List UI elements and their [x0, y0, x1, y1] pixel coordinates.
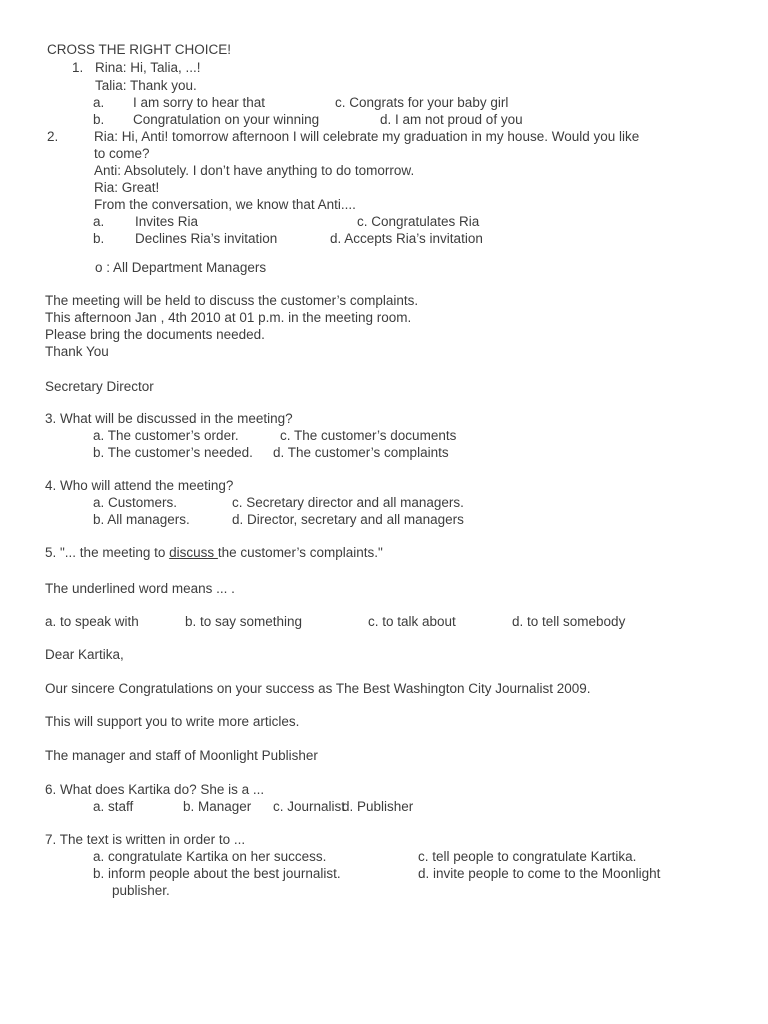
text-part: b. The customer’s needed.	[93, 445, 253, 460]
text-span	[93, 231, 104, 247]
text-span	[94, 146, 150, 162]
text-span	[45, 614, 139, 630]
text-part: Our sincere Congratulations on your success as The Best Washington City Journalist 2009.	[45, 681, 591, 696]
text-part: d. The customer’s complaints	[273, 445, 449, 460]
text-span	[418, 866, 660, 882]
memo-to	[0, 260, 768, 277]
letter-salutation	[0, 647, 768, 664]
text-span	[135, 231, 277, 247]
text-part: Rina: Hi, Talia, ...!	[95, 60, 201, 75]
text-part: Dear Kartika,	[45, 647, 124, 662]
text-span	[47, 42, 231, 58]
memo-signature	[0, 379, 768, 396]
text-part: b. inform people about the best journalist.	[93, 866, 341, 881]
text-part: The underlined word means ... .	[45, 581, 235, 596]
text-span	[45, 310, 411, 326]
text-span	[45, 748, 318, 764]
text-part: Anti: Absolutely. I don’t have anything to do tomorrow.	[94, 163, 415, 178]
text-part: 4. Who will attend the meeting?	[45, 478, 234, 493]
text-part: 7. The text is written in order to ...	[45, 832, 246, 847]
text-part: b.	[93, 231, 105, 246]
q2-dialog-ria-3	[0, 180, 768, 197]
q5-prompt	[0, 581, 768, 598]
text-span	[93, 849, 326, 865]
text-part: 5. "... the meeting to	[45, 545, 170, 560]
text-part: Talia: Thank you.	[95, 78, 197, 93]
text-span	[342, 799, 413, 815]
text-span	[94, 163, 414, 179]
q7-option-b-cont	[0, 883, 768, 900]
text-part: d. invite people to come to the Moonlight	[418, 866, 661, 881]
text-part: 6. What does Kartika do? She is a ...	[45, 782, 265, 797]
text-part: o : All Department Managers	[95, 260, 267, 275]
text-part: This will support you to write more articles.	[45, 714, 300, 729]
text-span	[45, 545, 383, 561]
text-span	[93, 799, 133, 815]
text-span	[93, 445, 253, 461]
text-part: c. Congrats for your baby girl	[335, 95, 509, 110]
text-part: to come?	[94, 146, 150, 161]
q2-dialog-ria-1	[0, 129, 768, 146]
text-part: d. I am not proud of you	[380, 112, 523, 127]
text-span	[95, 260, 266, 276]
text-part: a. staff	[93, 799, 134, 814]
text-span	[93, 95, 104, 111]
text-part: b. All managers.	[93, 512, 190, 527]
text-span	[93, 428, 239, 444]
text-part: Invites Ria	[135, 214, 199, 229]
text-span	[273, 445, 449, 461]
text-part: d. Publisher	[342, 799, 414, 814]
text-span	[45, 681, 591, 697]
text-span	[93, 512, 190, 528]
text-part: a. congratulate Kartika on her success.	[93, 849, 327, 864]
text-part: c. Secretary director and all managers.	[232, 495, 464, 510]
text-span	[94, 197, 356, 213]
text-span	[45, 832, 245, 848]
text-part: a. The customer’s order.	[93, 428, 239, 443]
text-part: The meeting will be held to discuss the customer’s complaints.	[45, 293, 419, 308]
text-part: a.	[93, 95, 105, 110]
text-span	[335, 95, 508, 111]
text-part: b. Manager	[183, 799, 252, 814]
text-part: 2.	[47, 129, 59, 144]
q5-options	[0, 614, 768, 631]
text-span	[133, 112, 319, 128]
text-span	[418, 849, 636, 865]
q3-options-bd	[0, 445, 768, 462]
text-span	[94, 129, 639, 145]
text-span	[133, 95, 265, 111]
text-span	[47, 129, 58, 145]
text-part: c. Journalist	[273, 799, 346, 814]
text-part: d. Director, secretary and all managers	[232, 512, 464, 527]
text-part: 1.	[72, 60, 84, 75]
letter-body-1	[0, 681, 768, 698]
text-part: Congratulation on your winning	[133, 112, 320, 127]
text-span	[183, 799, 251, 815]
q5-stem	[0, 545, 768, 562]
letter-body-2	[0, 714, 768, 731]
q6-stem	[0, 782, 768, 799]
text-part: a.	[93, 214, 105, 229]
text-span	[72, 60, 83, 76]
text-part: Thank You	[45, 344, 109, 359]
text-part: This afternoon Jan , 4th 2010 at 01 p.m. in the meeting room.	[45, 310, 412, 325]
q4-stem	[0, 478, 768, 495]
q3-stem	[0, 411, 768, 428]
memo-thanks	[0, 344, 768, 361]
text-span	[94, 180, 159, 196]
text-part: a. Customers.	[93, 495, 178, 510]
text-part: From the conversation, we know that Anti....	[94, 197, 356, 212]
text-part: Ria: Hi, Anti! tomorrow afternoon I will celebrate my graduation in my house. Would you like	[94, 129, 640, 144]
text-part: I am sorry to hear that	[133, 95, 266, 110]
q1-options-ac	[0, 95, 768, 112]
q1-dialog-talia	[0, 78, 768, 95]
text-part: d. Accepts Ria’s invitation	[330, 231, 483, 246]
text-span	[273, 799, 345, 815]
text-part: CROSS THE RIGHT CHOICE!	[47, 42, 232, 57]
q2-dialog-ria-2	[0, 146, 768, 163]
underlined-word: discuss	[169, 545, 218, 560]
text-part: The manager and staff of Moonlight Publisher	[45, 748, 318, 763]
text-span	[380, 112, 523, 128]
text-part: Declines Ria’s invitation	[135, 231, 278, 246]
text-span	[232, 512, 464, 528]
letter-sender	[0, 748, 768, 765]
text-span	[45, 647, 124, 663]
text-part: Please bring the documents needed.	[45, 327, 265, 342]
text-span	[93, 866, 341, 882]
text-part: b.	[93, 112, 105, 127]
text-part: c. Congratulates Ria	[357, 214, 480, 229]
text-part: Ria: Great!	[94, 180, 160, 195]
q7-stem	[0, 832, 768, 849]
text-span	[45, 379, 154, 395]
text-part: the customer’s complaints."	[217, 545, 383, 560]
text-part: a. to speak with	[45, 614, 139, 629]
text-span	[368, 614, 456, 630]
q4-options-bd	[0, 512, 768, 529]
memo-body-3	[0, 327, 768, 344]
text-span	[512, 614, 625, 630]
q7-options-ac	[0, 849, 768, 866]
q6-options	[0, 799, 768, 816]
text-part: d. to tell somebody	[512, 614, 626, 629]
text-part: Secretary Director	[45, 379, 154, 394]
text-span	[45, 714, 299, 730]
text-span	[93, 112, 104, 128]
text-span	[135, 214, 198, 230]
q3-options-ac	[0, 428, 768, 445]
text-span	[185, 614, 302, 630]
text-span	[280, 428, 456, 444]
q2-options-bd	[0, 231, 768, 248]
q1-dialog-rina	[0, 60, 768, 77]
text-part: c. tell people to congratulate Kartika.	[418, 849, 637, 864]
q7-options-bd	[0, 866, 768, 883]
title	[0, 42, 768, 59]
text-span	[112, 883, 170, 899]
text-part: c. to talk about	[368, 614, 456, 629]
text-span	[357, 214, 479, 230]
q2-dialog-anti	[0, 163, 768, 180]
text-part: publisher.	[112, 883, 170, 898]
q4-options-ac	[0, 495, 768, 512]
text-span	[45, 478, 233, 494]
q1-options-bd	[0, 112, 768, 129]
text-span	[45, 411, 293, 427]
text-span	[232, 495, 464, 511]
text-span	[93, 495, 177, 511]
memo-body-1	[0, 293, 768, 310]
text-part: b. to say something	[185, 614, 303, 629]
text-span	[95, 60, 201, 76]
text-span	[45, 782, 264, 798]
text-span	[45, 327, 265, 343]
text-part: 3. What will be discussed in the meeting?	[45, 411, 293, 426]
memo-body-2	[0, 310, 768, 327]
q2-options-ac	[0, 214, 768, 231]
text-span	[330, 231, 483, 247]
text-span	[93, 214, 104, 230]
text-part: c. The customer’s documents	[280, 428, 457, 443]
q2-stem	[0, 197, 768, 214]
text-span	[95, 78, 197, 94]
text-span	[45, 581, 235, 597]
text-span	[45, 344, 109, 360]
text-span	[45, 293, 418, 309]
